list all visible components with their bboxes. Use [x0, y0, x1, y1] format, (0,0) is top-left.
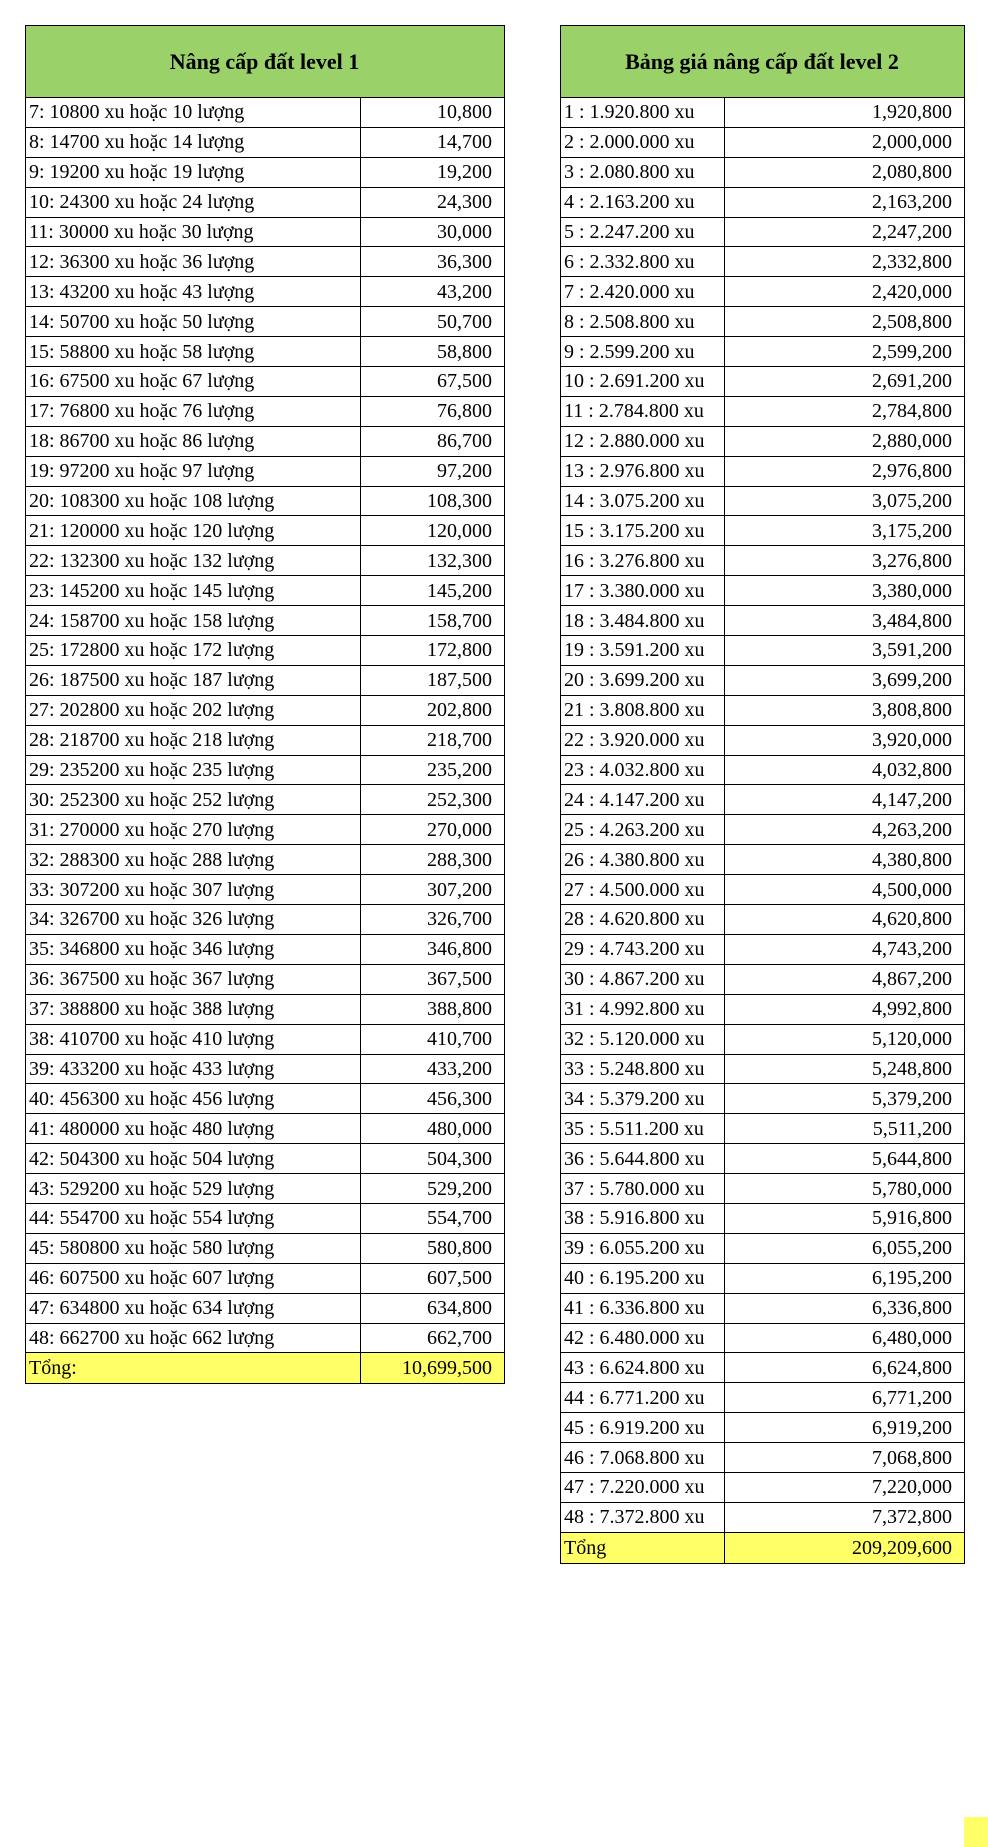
- row-label: 18 : 3.484.800 xu: [561, 606, 725, 636]
- row-value: 3,075,200: [725, 486, 965, 516]
- row-value: 24,300: [361, 187, 505, 217]
- row-label: 11 : 2.784.800 xu: [561, 396, 725, 426]
- table-row: [26, 337, 505, 367]
- table-row: [561, 785, 965, 815]
- row-value: 410,700: [361, 1024, 505, 1054]
- row-label: 15: 58800 xu hoặc 58 lượng: [26, 337, 361, 367]
- row-label: 20: 108300 xu hoặc 108 lượng: [26, 486, 361, 516]
- table-row: [561, 546, 965, 576]
- row-value: 4,263,200: [725, 815, 965, 845]
- row-value: 7,220,000: [725, 1472, 965, 1502]
- row-label: 24 : 4.147.200 xu: [561, 785, 725, 815]
- table-row: [561, 1353, 965, 1383]
- row-label: 22 : 3.920.000 xu: [561, 725, 725, 755]
- table-row: [26, 277, 505, 307]
- table-row: [561, 1263, 965, 1293]
- table-row: [26, 456, 505, 486]
- row-label: 48: 662700 xu hoặc 662 lượng: [26, 1323, 361, 1353]
- row-value: 4,147,200: [725, 785, 965, 815]
- row-label: 46 : 7.068.800 xu: [561, 1443, 725, 1473]
- table-row: [561, 1054, 965, 1084]
- row-label: 33 : 5.248.800 xu: [561, 1054, 725, 1084]
- row-value: 145,200: [361, 576, 505, 606]
- row-label: 31: 270000 xu hoặc 270 lượng: [26, 815, 361, 845]
- row-value: 6,055,200: [725, 1233, 965, 1263]
- row-value: 388,800: [361, 994, 505, 1024]
- row-label: 39: 433200 xu hoặc 433 lượng: [26, 1054, 361, 1084]
- table-row: [561, 98, 965, 128]
- table-row: [26, 994, 505, 1024]
- table-row: [561, 1443, 965, 1473]
- row-value: 76,800: [361, 396, 505, 426]
- row-value: 97,200: [361, 456, 505, 486]
- table-row: [561, 1233, 965, 1263]
- table-row: [26, 396, 505, 426]
- level2-total-label: Tổng: [561, 1532, 725, 1563]
- table-row: [26, 307, 505, 337]
- row-label: 17: 76800 xu hoặc 76 lượng: [26, 396, 361, 426]
- row-value: 2,163,200: [725, 187, 965, 217]
- row-label: 32 : 5.120.000 xu: [561, 1024, 725, 1054]
- row-label: 36 : 5.644.800 xu: [561, 1144, 725, 1174]
- table-row: [561, 277, 965, 307]
- table-row: [561, 217, 965, 247]
- table-row: [561, 1084, 965, 1114]
- row-label: 45: 580800 xu hoặc 580 lượng: [26, 1233, 361, 1263]
- highlight-cell-fragment: [964, 1817, 988, 1847]
- row-value: 158,700: [361, 606, 505, 636]
- row-value: 58,800: [361, 337, 505, 367]
- table-row: [26, 247, 505, 277]
- row-label: 36: 367500 xu hoặc 367 lượng: [26, 964, 361, 994]
- row-value: 4,032,800: [725, 755, 965, 785]
- level1-title: Nâng cấp đất level 1: [26, 26, 505, 98]
- table-row: [561, 1114, 965, 1144]
- table-row: [561, 1413, 965, 1443]
- row-value: 2,599,200: [725, 337, 965, 367]
- row-label: 28 : 4.620.800 xu: [561, 905, 725, 935]
- table-row: [26, 665, 505, 695]
- row-label: 40: 456300 xu hoặc 456 lượng: [26, 1084, 361, 1114]
- row-value: 3,920,000: [725, 725, 965, 755]
- row-value: 2,332,800: [725, 247, 965, 277]
- row-label: 15 : 3.175.200 xu: [561, 516, 725, 546]
- row-value: 235,200: [361, 755, 505, 785]
- row-label: 25: 172800 xu hoặc 172 lượng: [26, 636, 361, 666]
- level2-header-row: [561, 26, 965, 98]
- table-row: [561, 396, 965, 426]
- row-label: 21: 120000 xu hoặc 120 lượng: [26, 516, 361, 546]
- table-row: [561, 725, 965, 755]
- row-label: 8: 14700 xu hoặc 14 lượng: [26, 127, 361, 157]
- level2-total-value: 209,209,600: [725, 1532, 965, 1563]
- row-value: 36,300: [361, 247, 505, 277]
- table-row: [561, 456, 965, 486]
- row-label: 16 : 3.276.800 xu: [561, 546, 725, 576]
- row-value: 3,276,800: [725, 546, 965, 576]
- table-row: [561, 964, 965, 994]
- row-label: 26 : 4.380.800 xu: [561, 845, 725, 875]
- row-label: 35 : 5.511.200 xu: [561, 1114, 725, 1144]
- row-value: 2,976,800: [725, 456, 965, 486]
- level1-total-label: Tổng:: [26, 1353, 361, 1384]
- row-label: 44: 554700 xu hoặc 554 lượng: [26, 1203, 361, 1233]
- table-row: [26, 157, 505, 187]
- table-row: [26, 426, 505, 456]
- level1-total-row: [26, 1353, 505, 1384]
- table-row: [26, 1263, 505, 1293]
- row-value: 1,920,800: [725, 98, 965, 128]
- row-value: 4,992,800: [725, 994, 965, 1024]
- table-row: [561, 905, 965, 935]
- table-row: [561, 845, 965, 875]
- row-label: 31 : 4.992.800 xu: [561, 994, 725, 1024]
- row-label: 45 : 6.919.200 xu: [561, 1413, 725, 1443]
- row-value: 662,700: [361, 1323, 505, 1353]
- row-label: 37 : 5.780.000 xu: [561, 1174, 725, 1204]
- row-value: 43,200: [361, 277, 505, 307]
- level1-rows: [26, 98, 505, 1353]
- row-label: 43 : 6.624.800 xu: [561, 1353, 725, 1383]
- table-row: [561, 1383, 965, 1413]
- table-row: [26, 127, 505, 157]
- row-label: 27: 202800 xu hoặc 202 lượng: [26, 695, 361, 725]
- level2-title: Bảng giá nâng cấp đất level 2: [561, 26, 965, 98]
- table-row: [26, 1174, 505, 1204]
- table-row: [26, 98, 505, 128]
- row-label: 3 : 2.080.800 xu: [561, 157, 725, 187]
- row-label: 23 : 4.032.800 xu: [561, 755, 725, 785]
- row-label: 30: 252300 xu hoặc 252 lượng: [26, 785, 361, 815]
- row-value: 4,620,800: [725, 905, 965, 935]
- level2-price-table: [560, 25, 965, 1564]
- level1-price-table: [25, 25, 505, 1384]
- row-label: 46: 607500 xu hoặc 607 lượng: [26, 1263, 361, 1293]
- row-label: 14 : 3.075.200 xu: [561, 486, 725, 516]
- row-value: 108,300: [361, 486, 505, 516]
- table-row: [26, 1323, 505, 1353]
- table-row: [561, 1174, 965, 1204]
- table-row: [561, 157, 965, 187]
- row-value: 367,500: [361, 964, 505, 994]
- table-row: [26, 1203, 505, 1233]
- row-label: 47: 634800 xu hoặc 634 lượng: [26, 1293, 361, 1323]
- row-label: 48 : 7.372.800 xu: [561, 1502, 725, 1532]
- table-row: [561, 516, 965, 546]
- row-label: 27 : 4.500.000 xu: [561, 875, 725, 905]
- row-value: 6,195,200: [725, 1263, 965, 1293]
- row-label: 26: 187500 xu hoặc 187 lượng: [26, 665, 361, 695]
- table-row: [26, 1293, 505, 1323]
- row-value: 307,200: [361, 875, 505, 905]
- table-row: [26, 875, 505, 905]
- row-label: 33: 307200 xu hoặc 307 lượng: [26, 875, 361, 905]
- row-value: 2,080,800: [725, 157, 965, 187]
- row-value: 346,800: [361, 934, 505, 964]
- table-row: [561, 1144, 965, 1174]
- row-label: 29: 235200 xu hoặc 235 lượng: [26, 755, 361, 785]
- row-label: 34: 326700 xu hoặc 326 lượng: [26, 905, 361, 935]
- row-value: 529,200: [361, 1174, 505, 1204]
- row-label: 37: 388800 xu hoặc 388 lượng: [26, 994, 361, 1024]
- row-value: 5,379,200: [725, 1084, 965, 1114]
- row-label: 38: 410700 xu hoặc 410 lượng: [26, 1024, 361, 1054]
- table-row: [26, 1024, 505, 1054]
- row-value: 3,808,800: [725, 695, 965, 725]
- table-row: [561, 636, 965, 666]
- level1-header-row: [26, 26, 505, 98]
- row-value: 326,700: [361, 905, 505, 935]
- row-value: 3,175,200: [725, 516, 965, 546]
- row-label: 28: 218700 xu hoặc 218 lượng: [26, 725, 361, 755]
- table-row: [561, 247, 965, 277]
- table-row: [26, 217, 505, 247]
- table-row: [26, 636, 505, 666]
- row-value: 30,000: [361, 217, 505, 247]
- row-value: 10,800: [361, 98, 505, 128]
- table-row: [26, 187, 505, 217]
- row-value: 3,591,200: [725, 636, 965, 666]
- row-label: 25 : 4.263.200 xu: [561, 815, 725, 845]
- table-row: [26, 785, 505, 815]
- level1-total-value: 10,699,500: [361, 1353, 505, 1384]
- table-row: [26, 606, 505, 636]
- row-label: 12: 36300 xu hoặc 36 lượng: [26, 247, 361, 277]
- row-value: 2,691,200: [725, 367, 965, 397]
- table-row: [561, 307, 965, 337]
- row-label: 32: 288300 xu hoặc 288 lượng: [26, 845, 361, 875]
- table-row: [561, 1203, 965, 1233]
- row-value: 2,000,000: [725, 127, 965, 157]
- row-value: 3,484,800: [725, 606, 965, 636]
- row-label: 38 : 5.916.800 xu: [561, 1203, 725, 1233]
- row-value: 218,700: [361, 725, 505, 755]
- row-label: 9 : 2.599.200 xu: [561, 337, 725, 367]
- row-label: 10: 24300 xu hoặc 24 lượng: [26, 187, 361, 217]
- row-value: 288,300: [361, 845, 505, 875]
- row-value: 7,068,800: [725, 1443, 965, 1473]
- row-value: 480,000: [361, 1114, 505, 1144]
- row-label: 19: 97200 xu hoặc 97 lượng: [26, 456, 361, 486]
- row-value: 132,300: [361, 546, 505, 576]
- row-value: 6,624,800: [725, 1353, 965, 1383]
- row-value: 202,800: [361, 695, 505, 725]
- row-label: 4 : 2.163.200 xu: [561, 187, 725, 217]
- row-label: 21 : 3.808.800 xu: [561, 695, 725, 725]
- row-label: 1 : 1.920.800 xu: [561, 98, 725, 128]
- row-value: 5,780,000: [725, 1174, 965, 1204]
- row-label: 39 : 6.055.200 xu: [561, 1233, 725, 1263]
- row-value: 3,380,000: [725, 576, 965, 606]
- row-label: 12 : 2.880.000 xu: [561, 426, 725, 456]
- table-row: [26, 1114, 505, 1144]
- table-row: [26, 695, 505, 725]
- table-row: [26, 486, 505, 516]
- table-row: [26, 576, 505, 606]
- row-label: 16: 67500 xu hoặc 67 lượng: [26, 367, 361, 397]
- row-value: 19,200: [361, 157, 505, 187]
- row-label: 43: 529200 xu hoặc 529 lượng: [26, 1174, 361, 1204]
- table-row: [561, 665, 965, 695]
- row-label: 9: 19200 xu hoặc 19 lượng: [26, 157, 361, 187]
- table-row: [26, 964, 505, 994]
- table-row: [26, 755, 505, 785]
- row-value: 580,800: [361, 1233, 505, 1263]
- table-row: [561, 1024, 965, 1054]
- row-value: 4,743,200: [725, 934, 965, 964]
- row-value: 4,380,800: [725, 845, 965, 875]
- row-label: 30 : 4.867.200 xu: [561, 964, 725, 994]
- row-label: 29 : 4.743.200 xu: [561, 934, 725, 964]
- row-value: 2,880,000: [725, 426, 965, 456]
- table-row: [26, 845, 505, 875]
- row-value: 6,480,000: [725, 1323, 965, 1353]
- level2-total-row: [561, 1532, 965, 1563]
- table-row: [561, 755, 965, 785]
- row-value: 50,700: [361, 307, 505, 337]
- table-row: [26, 1233, 505, 1263]
- row-value: 433,200: [361, 1054, 505, 1084]
- row-value: 5,248,800: [725, 1054, 965, 1084]
- row-label: 7: 10800 xu hoặc 10 lượng: [26, 98, 361, 128]
- row-label: 7 : 2.420.000 xu: [561, 277, 725, 307]
- row-label: 23: 145200 xu hoặc 145 lượng: [26, 576, 361, 606]
- table-row: [561, 815, 965, 845]
- row-value: 2,508,800: [725, 307, 965, 337]
- row-value: 2,420,000: [725, 277, 965, 307]
- row-label: 6 : 2.332.800 xu: [561, 247, 725, 277]
- table-row: [26, 1084, 505, 1114]
- row-value: 172,800: [361, 636, 505, 666]
- table-row: [26, 815, 505, 845]
- row-value: 4,867,200: [725, 964, 965, 994]
- table-row: [26, 905, 505, 935]
- table-row: [26, 725, 505, 755]
- row-label: 14: 50700 xu hoặc 50 lượng: [26, 307, 361, 337]
- row-label: 34 : 5.379.200 xu: [561, 1084, 725, 1114]
- row-value: 270,000: [361, 815, 505, 845]
- row-value: 7,372,800: [725, 1502, 965, 1532]
- table-row: [26, 934, 505, 964]
- table-row: [561, 127, 965, 157]
- table-row: [561, 367, 965, 397]
- row-value: 2,784,800: [725, 396, 965, 426]
- row-value: 554,700: [361, 1203, 505, 1233]
- table-row: [26, 546, 505, 576]
- row-label: 17 : 3.380.000 xu: [561, 576, 725, 606]
- row-label: 10 : 2.691.200 xu: [561, 367, 725, 397]
- row-value: 634,800: [361, 1293, 505, 1323]
- row-value: 187,500: [361, 665, 505, 695]
- row-value: 4,500,000: [725, 875, 965, 905]
- table-row: [561, 875, 965, 905]
- row-label: 44 : 6.771.200 xu: [561, 1383, 725, 1413]
- table-row: [561, 606, 965, 636]
- table-row: [561, 486, 965, 516]
- table-row: [26, 367, 505, 397]
- row-value: 14,700: [361, 127, 505, 157]
- row-label: 5 : 2.247.200 xu: [561, 217, 725, 247]
- table-row: [561, 695, 965, 725]
- row-label: 24: 158700 xu hoặc 158 lượng: [26, 606, 361, 636]
- table-row: [561, 994, 965, 1024]
- row-label: 47 : 7.220.000 xu: [561, 1472, 725, 1502]
- row-value: 6,336,800: [725, 1293, 965, 1323]
- table-row: [561, 1502, 965, 1532]
- row-label: 41: 480000 xu hoặc 480 lượng: [26, 1114, 361, 1144]
- table-row: [561, 576, 965, 606]
- row-label: 8 : 2.508.800 xu: [561, 307, 725, 337]
- row-value: 2,247,200: [725, 217, 965, 247]
- row-label: 35: 346800 xu hoặc 346 lượng: [26, 934, 361, 964]
- table-row: [26, 1144, 505, 1174]
- table-row: [561, 1472, 965, 1502]
- row-value: 6,771,200: [725, 1383, 965, 1413]
- row-label: 41 : 6.336.800 xu: [561, 1293, 725, 1323]
- row-value: 5,644,800: [725, 1144, 965, 1174]
- table-row: [561, 426, 965, 456]
- table-row: [561, 1293, 965, 1323]
- row-value: 3,699,200: [725, 665, 965, 695]
- row-label: 19 : 3.591.200 xu: [561, 636, 725, 666]
- table-row: [26, 1054, 505, 1084]
- table-row: [26, 516, 505, 546]
- row-label: 18: 86700 xu hoặc 86 lượng: [26, 426, 361, 456]
- table-row: [561, 337, 965, 367]
- row-value: 5,120,000: [725, 1024, 965, 1054]
- table-row: [561, 187, 965, 217]
- row-value: 607,500: [361, 1263, 505, 1293]
- row-label: 20 : 3.699.200 xu: [561, 665, 725, 695]
- row-value: 120,000: [361, 516, 505, 546]
- row-label: 13: 43200 xu hoặc 43 lượng: [26, 277, 361, 307]
- table-row: [561, 1323, 965, 1353]
- row-value: 86,700: [361, 426, 505, 456]
- row-label: 13 : 2.976.800 xu: [561, 456, 725, 486]
- row-value: 67,500: [361, 367, 505, 397]
- row-label: 42: 504300 xu hoặc 504 lượng: [26, 1144, 361, 1174]
- row-label: 42 : 6.480.000 xu: [561, 1323, 725, 1353]
- row-label: 40 : 6.195.200 xu: [561, 1263, 725, 1293]
- row-value: 6,919,200: [725, 1413, 965, 1443]
- row-label: 11: 30000 xu hoặc 30 lượng: [26, 217, 361, 247]
- row-value: 456,300: [361, 1084, 505, 1114]
- row-label: 2 : 2.000.000 xu: [561, 127, 725, 157]
- row-value: 5,511,200: [725, 1114, 965, 1144]
- row-value: 504,300: [361, 1144, 505, 1174]
- row-label: 22: 132300 xu hoặc 132 lượng: [26, 546, 361, 576]
- level2-rows: [561, 98, 965, 1533]
- row-value: 5,916,800: [725, 1203, 965, 1233]
- table-row: [561, 934, 965, 964]
- row-value: 252,300: [361, 785, 505, 815]
